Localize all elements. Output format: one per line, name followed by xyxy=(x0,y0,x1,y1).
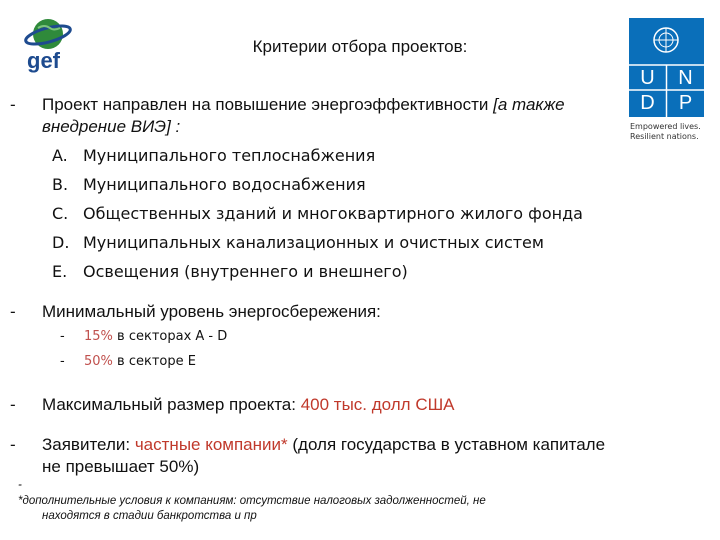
energy-item: - 15% в секторах А - D xyxy=(60,329,228,344)
list-item: B. Муниципального водоснабжения xyxy=(52,175,366,194)
energy-dash: - xyxy=(10,302,16,321)
criteria-dash: - xyxy=(10,95,16,114)
list-item: C. Общественных зданий и многоквартирного жилого фонда xyxy=(52,204,583,223)
footnote-dash: - xyxy=(18,479,22,491)
gef-wordmark: gef xyxy=(27,48,60,73)
criteria-intro: Проект направлен на повышение энергоэффективности [а также внедрение ВИЭ] : xyxy=(42,95,565,136)
max-size-dash: - xyxy=(10,395,16,414)
applicants-line: Заявители: частные компании* (доля государства в уставном капитале не превышает 50%) xyxy=(42,435,606,476)
undp-logo xyxy=(629,18,704,117)
undp-letter-u: U xyxy=(640,67,655,89)
list-item: D. Муниципальных канализационных и очистных систем xyxy=(52,233,544,252)
footnote: *дополнительные условия к компаниям: отсутствие налоговых задолженностей, не находятся в стадии банкротства и пр xyxy=(18,495,486,522)
undp-letter-d: D xyxy=(640,92,655,114)
criteria-list xyxy=(52,145,583,290)
energy-item: - 50% в секторе E xyxy=(60,354,196,369)
energy-label: Минимальный уровень энергосбережения: xyxy=(42,302,381,321)
applicants-dash: - xyxy=(10,435,16,454)
undp-caption: Empowered lives. Resilient nations. xyxy=(630,122,701,141)
page-title: Критерии отбора проектов: xyxy=(252,37,468,56)
list-item: A. Муниципального теплоснабжения xyxy=(52,146,376,165)
list-item: E. Освещения (внутреннего и внешнего) xyxy=(52,262,408,281)
undp-letter-n: N xyxy=(678,67,693,89)
undp-letter-p: P xyxy=(678,92,693,114)
max-size-line: Максимальный размер проекта: 400 тыс. долл США xyxy=(42,395,455,414)
